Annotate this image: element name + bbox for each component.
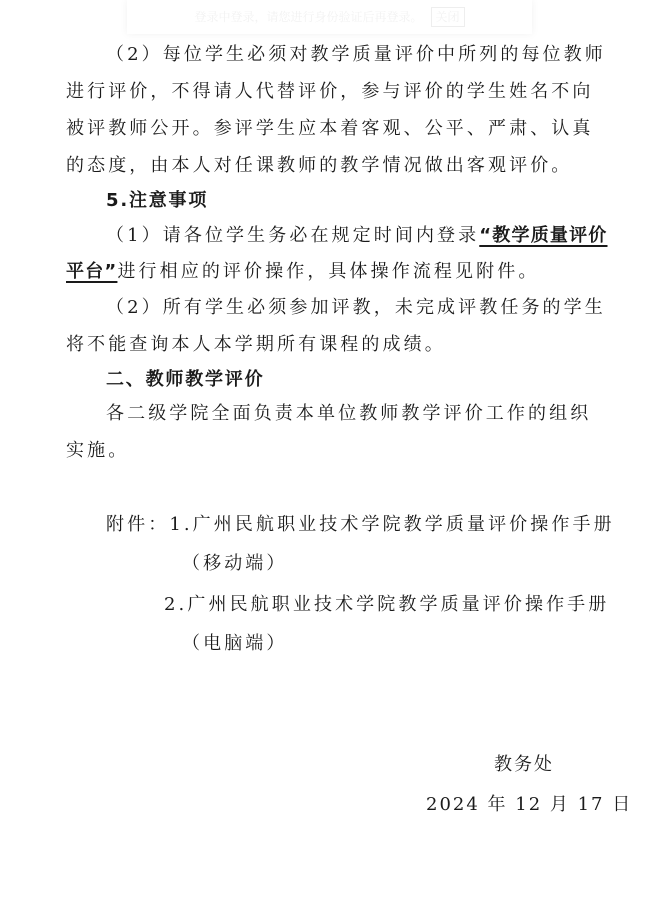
- section-heading-5: 5.注意事项: [106, 190, 209, 211]
- notice1-suffix: 进行相应的评价操作，具体操作流程见附件。: [117, 261, 540, 282]
- issue-date: 2024 年 12 月 17 日: [426, 794, 633, 815]
- notice1-prefix: （1）请各位学生务必在规定时间内登录: [106, 225, 480, 246]
- attachments-label: 附件：: [106, 514, 170, 535]
- notice1-line1: [106, 225, 608, 247]
- para-two-line2: 实施。: [66, 440, 130, 461]
- para1-line4: 的态度，由本人对任课教师的教学情况做出客观评价。: [66, 155, 573, 176]
- para1-line3: 被评教师公开。参评学生应本着客观、公平、严肃、认真: [66, 118, 594, 139]
- para1-line2: 进行评价，不得请人代替评价，参与评价的学生姓名不向: [66, 81, 594, 102]
- issuing-office: 教务处: [494, 754, 554, 775]
- notice1-line2: [66, 261, 539, 283]
- overlay-close-button[interactable]: 关闭: [431, 7, 465, 27]
- notice2-line1: （2）所有学生必须参加评教，未完成评教任务的学生: [106, 297, 606, 318]
- attachment-2-title: 2.广州民航职业技术学院教学质量评价操作手册: [164, 594, 610, 615]
- evaluation-platform-link: “教学质量评价: [479, 225, 608, 246]
- overlay-text: 登录中登录，请您进行身份验证后再登录。: [194, 10, 423, 24]
- evaluation-platform-link-end: 平台”: [66, 261, 118, 282]
- attachment-1-title: 1.广州民航职业技术学院教学质量评价操作手册: [169, 514, 615, 535]
- attachment-1-subtitle: （移动端）: [182, 553, 288, 574]
- notice2-line2: 将不能查询本人本学期所有课程的成绩。: [66, 334, 446, 355]
- para-two-line1: 各二级学院全面负责本单位教师教学评价工作的组织: [106, 403, 592, 424]
- attachments-item1: [106, 514, 615, 536]
- attachment-2-subtitle: （电脑端）: [182, 633, 288, 654]
- login-notice-overlay: [127, 0, 532, 34]
- para1-line1: （2）每位学生必须对教学质量评价中所列的每位教师: [106, 44, 606, 65]
- section-heading-two: 二、教师教学评价: [106, 369, 265, 390]
